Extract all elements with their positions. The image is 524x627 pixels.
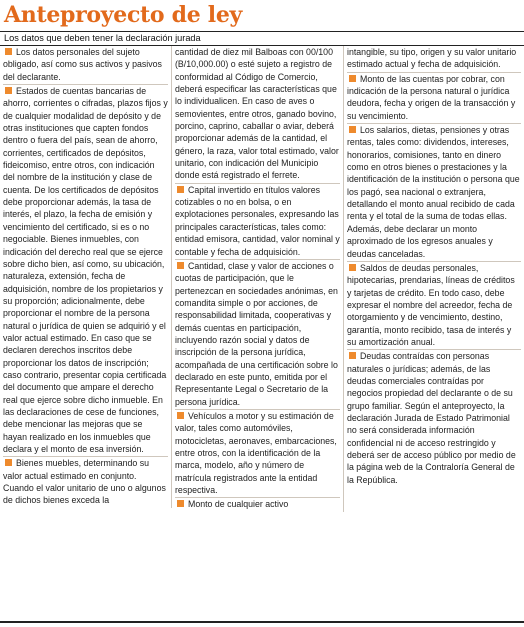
table-entry	[3, 85, 168, 457]
table-entry	[175, 184, 340, 260]
table-entry	[347, 73, 521, 124]
entry-text: Capital invertido en títulos valores cotizables o no en bolsa, o en explotaciones personales, expresando las principales características, tales como: entidad emisora, cantidad, valor nominal y contable y fecha de adquisición.	[175, 184, 340, 257]
entry-text: Cantidad, clase y valor de acciones o cuotas de participación, que le pertenezcan en sociedades anónimas, en comandita simple o por acciones, de responsabilidad limitada, cooperativas y demás cuentas en participación, incluyendo razón social y datos de inscripción de la persona jurídica, acompañada de una certificación sobre lo declarado en este punto, emitida por el Representante Legal o Secretario de la persona jurídica.	[175, 260, 338, 407]
entry-text: Deudas contraídas con personas naturales o jurídicas; además, de las deudas comerciales contraídas por negocios propiedad del declarante o de su grupo familiar. Según el anteproyecto, la declaración Jurada de Estado Patrimonial no será considerada información confidencial ni de acceso restringido y deberá ser de acceso público por medio de la página web de la Contraloría General de la República.	[347, 351, 516, 485]
orange-square-bullet-icon	[177, 186, 184, 193]
table-entry	[175, 498, 340, 511]
column-3	[344, 46, 524, 487]
top-rule	[0, 31, 524, 32]
orange-square-bullet-icon	[177, 262, 184, 269]
bottom-rule	[0, 621, 524, 623]
orange-square-bullet-icon	[349, 75, 356, 82]
table-entry	[347, 262, 521, 350]
table-entry	[3, 457, 168, 507]
entry-text: Saldos de deudas personales, hipotecarias, prendarias, líneas de créditos y tarjetas de crédito. En todo caso, debe expresar el nombre del acreedor, fecha de otorgamiento y de vencimiento, destino, garantía, monto recibido, tasa de interés y su amortización anual.	[347, 262, 515, 347]
entry-text: Monto de cualquier activo	[188, 499, 289, 510]
entry-text: cantidad de diez mil Balboas con 00/100 (B/10,000.00) o esté sujeto a registro de conformidad al Código de Comercio, deberá especificar las características que lo individualicen. En caso de aves o semovientes, entre otros, ganado bovino, porcino, caprino, caballar o aviar, deberá proporcionar además de la cantidad, el género, la raza, valor total estimado, valor unitario, con indicación del Municipio donde está registrado el ferrete.	[175, 47, 339, 181]
entry-text: Bienes muebles, determinando su valor actual estimado en conjunto. Cuando el valor unitario de uno o algunos de dichos bienes exceda la	[3, 458, 166, 506]
article-title: Anteproyecto de ley	[4, 2, 243, 28]
entry-text: Estados de cuentas bancarias de ahorro, corrientes o cifradas, plazos fijos y de cualquier modalidad de depósito y de otras instituciones que capten fondos dentro o fuera del país, sean de ahorro, corrientes, certificados de depósitos, fideicomiso, entre otros, con indicación del nombre de la institución y clase de cuenta. De los certificados de depósitos debe proporcionar además, la tasa de interés, el plazo, la fecha de emisión y vencimiento del certificado, si es o no negociable. Bienes inmuebles, con indicación del derecho real que se ejerce sobre dicho bien, así como, su ubicación, naturaleza, extensión, fecha de adquisición, nombre de los propietarios y su proporción; adicionalmente, debe proporcionar el nombre de la persona natural o jurídica de quien se adquirió y el valor actual estimado. En caso que se declaren derechos inscritos debe proporcionar los datos de inscripción; caso contrario, presentar copia certificada del documento que ampare el derecho real que ejerce sobre dicho inmueble. En las declaraciones de cese de funciones, debe mencionar las mejoras que se hayan realizado en los inmuebles que declara y el monto de esa inversión.	[3, 86, 168, 454]
entry-text: intangible, su tipo, origen y su valor unitario estimado actual y fecha de adquisición.	[347, 47, 517, 70]
orange-square-bullet-icon	[177, 412, 184, 419]
column-1	[0, 46, 172, 508]
table-entry	[175, 46, 340, 184]
table-entry	[347, 46, 521, 73]
entry-text: Los salarios, dietas, pensiones y otras rentas, tales como: dividendos, intereses, honorarios, comisiones, tanto en dinero como en otros bienes o prestaciones y la identificación de la institución o persona que los pagó, sea nacional o extranjera, detallando el monto anual recibido de cada renta y el total de la suma de todas ellas. Además, debe declarar un monto aproximado de los egresos anuales y deudas canceladas.	[347, 125, 520, 259]
orange-square-bullet-icon	[349, 264, 356, 271]
orange-square-bullet-icon	[349, 126, 356, 133]
orange-square-bullet-icon	[5, 87, 12, 94]
entry-text: Monto de las cuentas por cobrar, con indicación de la persona natural o jurídica deudora, fecha y origen de la transacción y su vencimiento.	[347, 73, 516, 121]
orange-square-bullet-icon	[177, 500, 184, 507]
table-entry	[3, 46, 168, 85]
orange-square-bullet-icon	[5, 459, 12, 466]
entry-text: Los datos personales del sujeto obligado, así como sus activos y pasivos del declarante.	[3, 47, 162, 82]
table-entry	[175, 410, 340, 498]
entry-text: Vehículos a motor y su estimación de valor, tales como automóviles, motocicletas, aeronaves, embarcaciones, entre otros, con la identificación de la marca, modelo, año y número de matrícula registrados ante la entidad respectiva.	[175, 410, 337, 496]
table-entry	[347, 124, 521, 262]
article-subtitle: Los datos que deben tener la declaración jurada	[4, 33, 201, 43]
orange-square-bullet-icon	[5, 48, 12, 55]
orange-square-bullet-icon	[349, 352, 356, 359]
table-entry	[175, 260, 340, 410]
table-entry	[347, 350, 521, 487]
column-2	[172, 46, 344, 512]
